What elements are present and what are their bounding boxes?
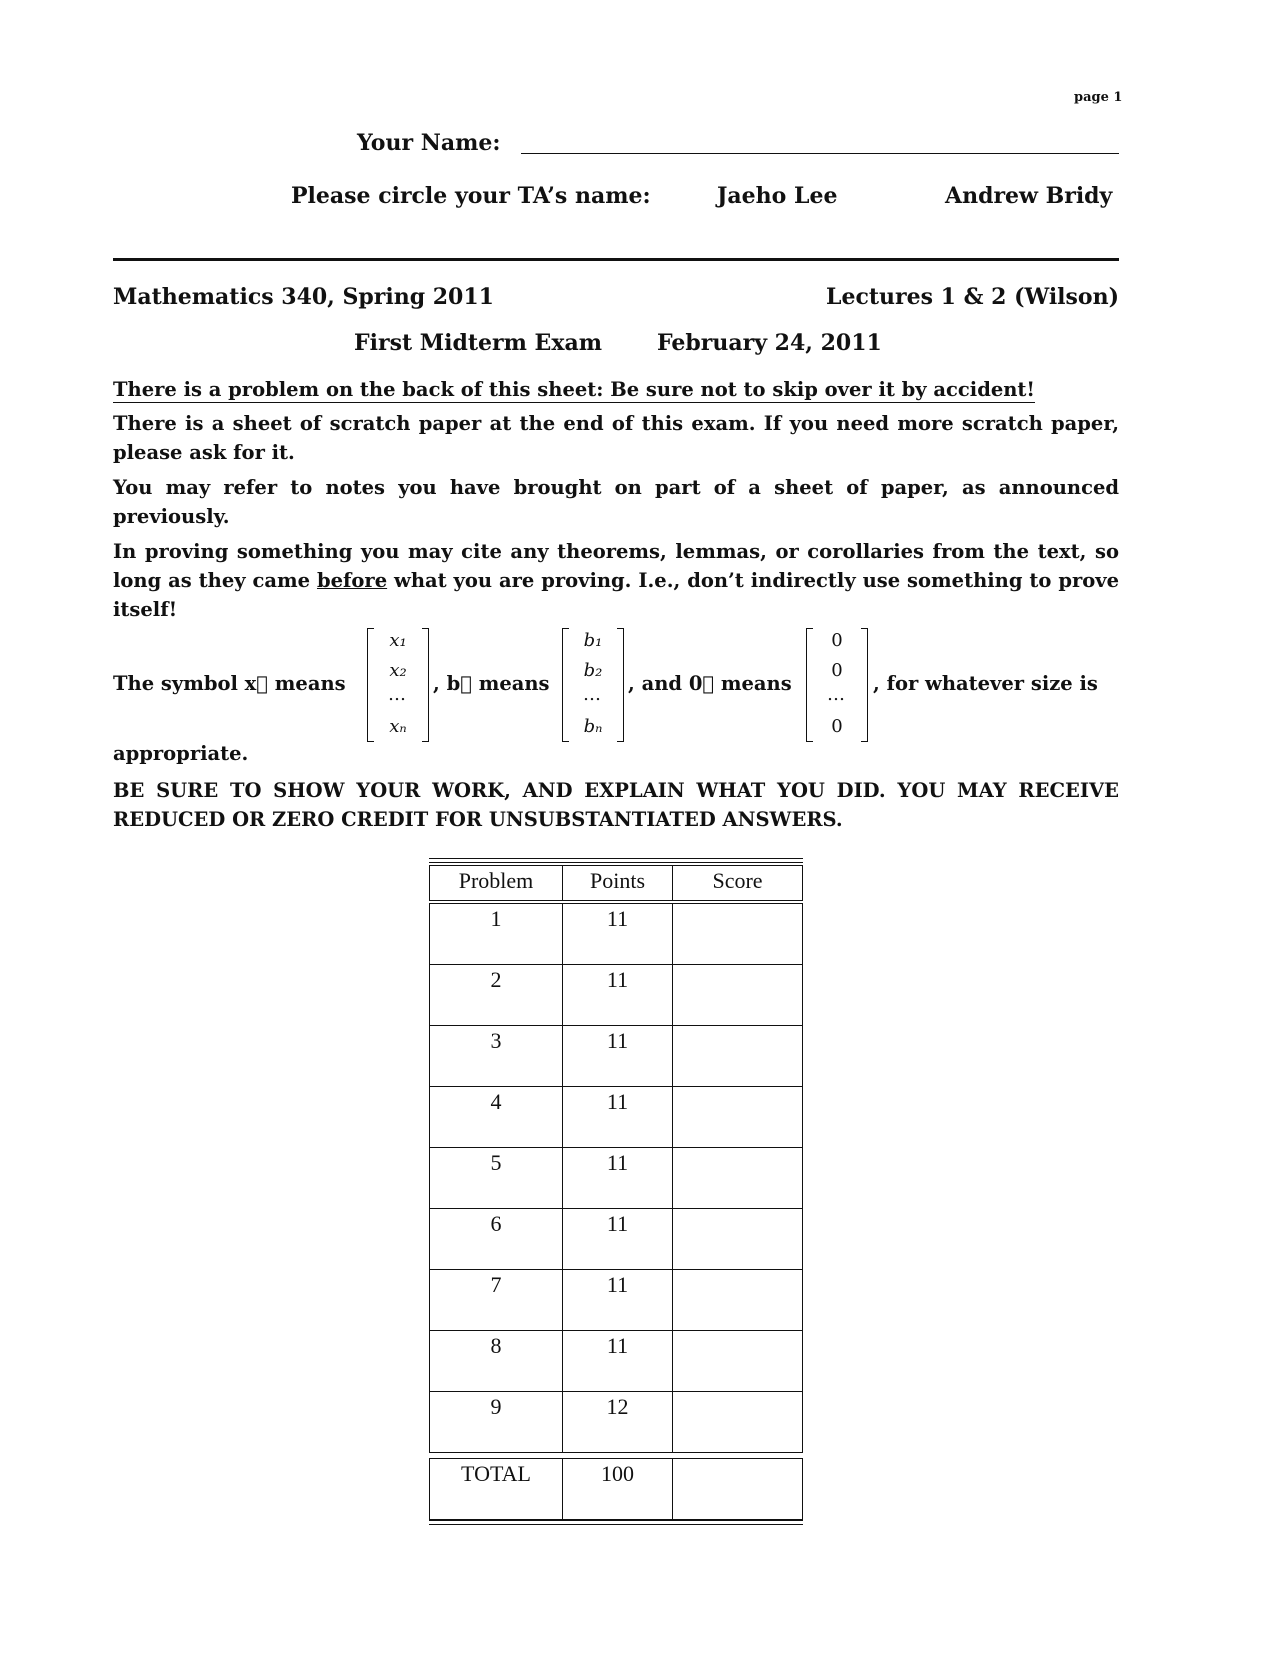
symbol-b-text: , b⃗ means <box>433 672 550 695</box>
ta-name-andrew[interactable]: Andrew Bridy <box>945 183 1113 209</box>
scratch-paper-note: There is a sheet of scratch paper at the end of this exam. If you need more scratch paper, please ask for it. <box>113 412 1119 464</box>
score-cell-1[interactable] <box>672 903 803 965</box>
header-divider <box>113 258 1119 261</box>
problem-cell-1: 1 <box>429 903 563 965</box>
before-emphasis: before <box>316 569 388 592</box>
points-cell-3: 11 <box>562 1025 673 1087</box>
total-problem-cell: TOTAL <box>429 1458 563 1520</box>
total-score-cell[interactable] <box>672 1458 803 1520</box>
score-cell-7[interactable] <box>672 1269 803 1331</box>
problem-cell-6: 6 <box>429 1208 563 1270</box>
points-cell-6: 11 <box>562 1208 673 1270</box>
points-cell-9: 12 <box>562 1391 673 1453</box>
points-cell-7: 11 <box>562 1269 673 1331</box>
symbol-appropriate-text: appropriate. <box>113 742 249 765</box>
page-number: page 1 <box>1074 90 1123 105</box>
score-cell-9[interactable] <box>672 1391 803 1453</box>
score-cell-3[interactable] <box>672 1025 803 1087</box>
matrix-zero: 0 0 … 0 <box>806 626 868 744</box>
problem-cell-2: 2 <box>429 964 563 1026</box>
back-page-warning: There is a problem on the back of this sheet: Be sure not to skip over it by accident! <box>113 378 1035 401</box>
problem-cell-8: 8 <box>429 1330 563 1392</box>
points-cell-2: 11 <box>562 964 673 1026</box>
symbol-x-text: The symbol x⃗ means <box>113 672 346 695</box>
show-work-warning: BE SURE TO SHOW YOUR WORK, AND EXPLAIN WHAT YOU DID. YOU MAY RECEIVE REDUCED OR ZERO CREDIT FOR UNSUBSTANTIATED ANSWERS. <box>113 779 1119 831</box>
table-bottom-rule <box>429 1520 803 1525</box>
vector-notation <box>113 626 1119 746</box>
notes-policy: You may refer to notes you have brought on part of a sheet of paper, as announced previously. <box>113 476 1119 528</box>
symbol-zero-text: , and 0⃗ means <box>628 672 792 695</box>
problem-cell-4: 4 <box>429 1086 563 1148</box>
table-top-rule <box>429 858 803 863</box>
score-cell-4[interactable] <box>672 1086 803 1148</box>
table-header-problem: Problem <box>429 865 563 901</box>
points-cell-4: 11 <box>562 1086 673 1148</box>
score-cell-6[interactable] <box>672 1208 803 1270</box>
points-cell-1: 11 <box>562 903 673 965</box>
total-points-cell: 100 <box>562 1458 673 1520</box>
score-cell-5[interactable] <box>672 1147 803 1209</box>
problem-cell-7: 7 <box>429 1269 563 1331</box>
name-blank-line[interactable] <box>521 153 1119 154</box>
ta-prompt: Please circle your TA’s name: <box>291 183 651 209</box>
problem-cell-5: 5 <box>429 1147 563 1209</box>
course-title: Mathematics 340, Spring 2011 <box>113 284 494 310</box>
ta-name-jaeho[interactable]: Jaeho Lee <box>717 183 838 209</box>
matrix-x: x₁ x₂ … xₙ <box>367 626 429 744</box>
symbol-size-text: , for whatever size is <box>873 672 1098 695</box>
exam-name: First Midterm Exam <box>354 330 602 356</box>
score-cell-8[interactable] <box>672 1330 803 1392</box>
citation-policy: In proving something you may cite any theorems, lemmas, or corollaries from the text, so long as they came before what you are proving. I.e., don’t indirectly use something to prove itself! <box>113 540 1119 621</box>
name-label: Your Name: <box>357 130 501 156</box>
matrix-b: b₁ b₂ … bₙ <box>562 626 624 744</box>
problem-cell-3: 3 <box>429 1025 563 1087</box>
problem-cell-9: 9 <box>429 1391 563 1453</box>
points-cell-5: 11 <box>562 1147 673 1209</box>
points-cell-8: 11 <box>562 1330 673 1392</box>
exam-date: February 24, 2011 <box>657 330 882 356</box>
table-header-points: Points <box>562 865 673 901</box>
lecture-info: Lectures 1 & 2 (Wilson) <box>825 284 1119 310</box>
table-header-score: Score <box>672 865 803 901</box>
score-cell-2[interactable] <box>672 964 803 1026</box>
